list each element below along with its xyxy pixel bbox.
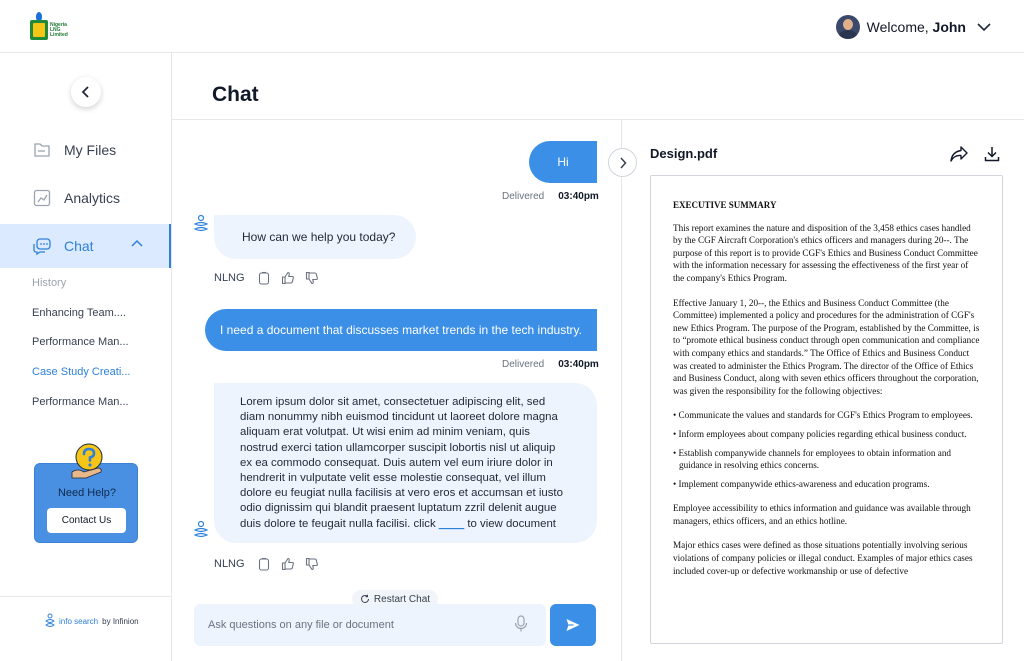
history-item[interactable]: Enhancing Team.... xyxy=(32,307,126,319)
document-heading: EXECUTIVE SUMMARY xyxy=(673,200,777,210)
sidebar-item-label: My Files xyxy=(64,142,117,158)
user-menu[interactable] xyxy=(836,13,992,41)
chat-input-container xyxy=(194,604,546,646)
logo-text: Nigeria LNG Limited xyxy=(50,22,68,38)
infosearch-brand xyxy=(44,613,139,629)
folder-icon xyxy=(32,140,52,160)
chat-icon xyxy=(32,236,52,256)
document-bullet: • Implement companywide ethics-awareness and education programs. xyxy=(673,478,930,489)
document-bullet: • Establish companywide channels for employees to obtain information and guidance in resolving ethics concerns. xyxy=(673,447,952,471)
message-actions xyxy=(214,271,319,285)
share-icon[interactable] xyxy=(949,145,969,163)
question-mark-icon xyxy=(68,442,108,482)
bot-message-bubble xyxy=(214,215,416,259)
analytics-icon xyxy=(32,188,52,208)
restart-label: Restart Chat xyxy=(373,593,431,605)
message-meta xyxy=(502,359,599,370)
document-paragraph: This report examines the nature and disposition of the 3,458 ethics cases handled by the CGF Aircraft Corporation's ethics officers and managers during 20--. The purpose of this report is to provide CGF's Ethics and Business Conduct Committee with the information necessary for assessing the effectiveness of the first year of the company's Ethics Program. xyxy=(673,222,978,283)
message-text: Hi xyxy=(557,155,569,169)
user-message-bubble xyxy=(205,309,597,351)
document-paragraph: Effective January 1, 20--, the Ethics and Business Conduct Committee (the Committee) implemented a policy and procedures for the administration of CGF's new Ethics Program. The purpose of the Program, established by the Committee, is to “promote ethical business conduct through open communication and compliance with company ethics and standards.” The Office of Ethics and Business Conduct was created to administer the Ethics Program. The director of the Office of Ethics and Business Conduct, along with seven ethics officers throughout the corporation, was given the responsibility for the following objectives: xyxy=(673,297,980,396)
history-item-active[interactable]: Case Study Creati... xyxy=(32,366,131,378)
thumbs-up-icon[interactable] xyxy=(281,557,295,571)
document-link[interactable]: ____ xyxy=(438,517,465,530)
chevron-right-icon xyxy=(619,157,627,169)
delivery-status: Delivered xyxy=(502,359,545,370)
nlng-logo[interactable] xyxy=(30,12,76,42)
document-paragraph: Employee accessibility to ethics information and guidance was available through managers, ethics officers, and an ethics hotline. xyxy=(673,503,971,526)
document-preview[interactable] xyxy=(650,175,1003,644)
send-button[interactable] xyxy=(550,604,596,646)
message-time: 03:40pm xyxy=(558,359,599,370)
chat-header xyxy=(172,53,1024,120)
sidebar-footer xyxy=(0,596,171,661)
document-name: Design.pdf xyxy=(650,146,718,161)
sender-label: NLNG xyxy=(214,272,245,284)
history-item[interactable]: Performance Man... xyxy=(32,336,129,348)
thumbs-down-icon[interactable] xyxy=(305,271,319,285)
logo-mark-icon xyxy=(30,20,48,40)
message-text-suffix: to view document xyxy=(467,517,556,530)
avatar[interactable] xyxy=(836,15,860,39)
user-message-bubble xyxy=(529,141,597,183)
sidebar-item-chat[interactable] xyxy=(0,224,171,268)
chevron-down-icon[interactable] xyxy=(976,22,992,32)
help-card xyxy=(34,463,138,543)
copy-icon[interactable] xyxy=(257,271,271,285)
message-text: I need a document that discusses market trends in the tech industry. xyxy=(220,323,582,337)
copy-icon[interactable] xyxy=(257,557,271,571)
bot-avatar-icon xyxy=(192,520,210,542)
chevron-left-icon xyxy=(81,86,91,98)
user-name: John xyxy=(932,19,966,35)
document-bullet: • Inform employees about company policies regarding ethical business conduct. xyxy=(673,428,967,439)
sidebar-item-label: Chat xyxy=(64,238,94,254)
delivery-status: Delivered xyxy=(502,191,545,202)
bot-message-bubble xyxy=(214,383,597,543)
thumbs-down-icon[interactable] xyxy=(305,557,319,571)
message-text: How can we help you today? xyxy=(242,230,396,244)
brand-by: by Infinion xyxy=(102,616,139,626)
history-item[interactable]: Performance Man... xyxy=(32,396,129,408)
refresh-icon xyxy=(360,594,370,604)
bot-avatar-icon xyxy=(192,214,210,236)
brand-name: info search xyxy=(59,616,99,626)
chevron-up-icon[interactable] xyxy=(131,239,143,247)
message-actions xyxy=(214,557,319,571)
contact-us-button[interactable]: Contact Us xyxy=(47,508,126,533)
top-header xyxy=(0,0,1024,53)
chat-area xyxy=(172,120,622,661)
document-bullet: • Communicate the values and standards for CGF's Ethics Program to employees. xyxy=(673,410,973,421)
toggle-panel-button[interactable] xyxy=(608,148,637,177)
sidebar xyxy=(0,53,172,661)
thumbs-up-icon[interactable] xyxy=(281,271,295,285)
chat-input[interactable] xyxy=(208,616,498,634)
document-panel xyxy=(623,120,1024,661)
download-icon[interactable] xyxy=(983,145,1001,163)
history-label: History xyxy=(32,277,67,289)
message-meta xyxy=(502,191,599,202)
sidebar-item-analytics[interactable] xyxy=(0,176,171,220)
sidebar-item-label: Analytics xyxy=(64,190,121,206)
message-time: 03:40pm xyxy=(558,191,599,202)
infosearch-logo-icon xyxy=(44,613,56,629)
page-title: Chat xyxy=(212,83,259,106)
document-paragraph: Major ethics cases were defined as those situations potentially involving serious violations of company policies or illegal conduct. Examples of major ethics cases included cover-up or defective workmanship or use of defective xyxy=(673,540,973,576)
sender-label: NLNG xyxy=(214,558,245,570)
microphone-icon[interactable] xyxy=(514,615,528,633)
collapse-sidebar-button[interactable] xyxy=(71,77,101,107)
message-text: Lorem ipsum dolor sit amet, consectetuer adipiscing elit, sed diam nonummy nibh euismod tincidunt ut laoreet dolore magna aliquam erat volutpat. Ut wisi enim ad minim veniam, quis nostrud exerci tation ullamcorper suscipit lobortis nisl ut aliquip ex ea commodo consequat. Duis autem vel eum iriure dolor in hendrerit in vulputate velit esse molestie consequat, vel illum dolore eu feugiat nulla facilisis at vero eros et accumsan et iusto odio dignissim qui blandit praesent luptatum zzril delenit augue duis dolore te feugait nulla facilisi. click xyxy=(240,396,563,530)
send-icon xyxy=(565,617,581,633)
welcome-text: Welcome, John xyxy=(866,19,966,35)
help-title: Need Help? xyxy=(57,487,117,499)
sidebar-item-my-files[interactable] xyxy=(0,128,171,172)
